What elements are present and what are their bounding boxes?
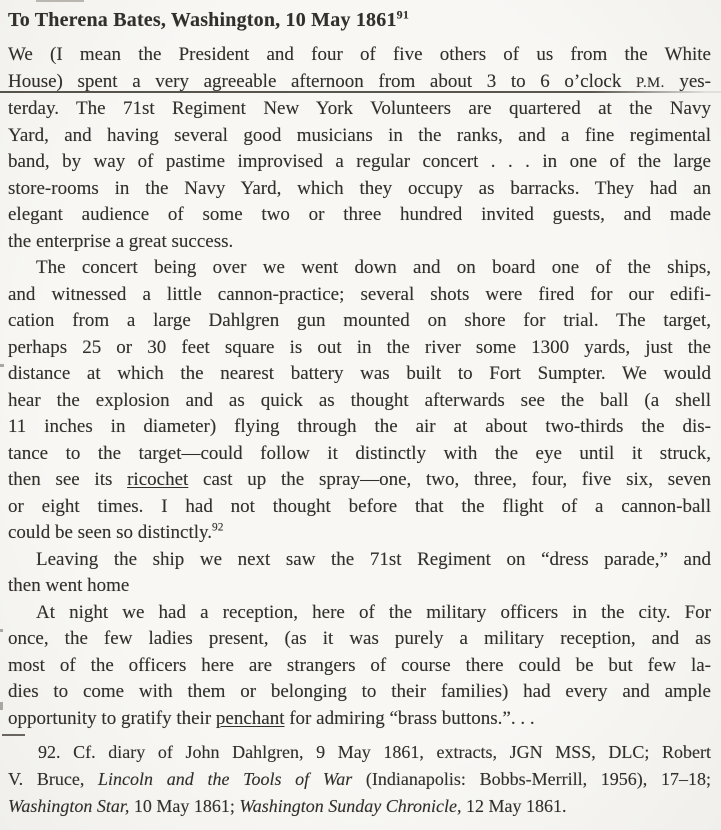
text-run: 12 May 1861. [461, 796, 567, 816]
text-line [8, 282, 711, 309]
scan-speck [0, 364, 4, 367]
paragraph [8, 255, 711, 547]
text-run: dies to come with them or belonging to their families) had every and ample [8, 681, 711, 702]
text-line [8, 414, 711, 441]
text-line [8, 739, 711, 766]
paragraph [8, 547, 711, 600]
footnote-reference: 91 [396, 7, 410, 22]
text-run: terday. The 71st Regiment New York Volunteers are quartered at the Navy [8, 98, 711, 119]
text-run: distance at which the nearest battery was built to Fort Sumpter. We would [8, 363, 711, 384]
scan-artifact-line [0, 91, 721, 93]
text-run: The concert being over we went down and on board one of the ships, [36, 257, 711, 278]
text-run: yes- [664, 70, 711, 92]
text-line [8, 793, 711, 820]
text-run: most of the officers here are strangers of course there could be but few la- [8, 654, 711, 676]
paragraph [8, 600, 711, 733]
italic-text: Washington Star, [8, 796, 130, 816]
text-run: then went home [8, 575, 130, 596]
text-line [8, 547, 711, 574]
text-line [8, 520, 711, 547]
text-run: then see its [8, 469, 128, 490]
text-line [8, 679, 711, 706]
text-run: tance to the target—could follow it distinctly with the eye until it struck, [8, 442, 711, 464]
text-run: V. Bruce, [8, 769, 99, 789]
text-line [8, 229, 711, 256]
text-line [8, 573, 711, 600]
text-run: once, the few ladies present, (as it was purely a military reception, and as [8, 628, 711, 649]
text-line [8, 600, 711, 627]
text-line [8, 653, 711, 680]
text-line [8, 255, 711, 282]
text-run: hear the explosion and as quick as thought afterwards see the ball (a shell [8, 389, 711, 411]
text-line [8, 467, 711, 494]
text-run: elegant audience of some two or three hundred invited guests, and made [8, 204, 711, 225]
text-run: cation from a large Dahlgren gun mounted on shore for trial. The target, [8, 310, 711, 331]
text-run: 10 May 1861; [129, 796, 240, 816]
text-line [8, 308, 711, 335]
text-run: perhaps 25 or 30 feet square is out in the river some 1300 yards, just the [8, 336, 711, 358]
text-line [8, 388, 711, 415]
text-run: cast up the spray—one, two, three, four, five six, seven [188, 469, 711, 490]
text-line [8, 766, 711, 793]
text-line [8, 149, 711, 176]
text-line [8, 202, 711, 229]
text-run: (Indianapolis: Bobbs-Merrill, 1956), 17–18; [352, 769, 711, 789]
letter-body [8, 42, 711, 732]
paragraph [8, 42, 711, 255]
letter-heading [8, 6, 711, 34]
text-run: House) spent a very agreeable afternoon from about 3 to 6 o’clock [8, 70, 636, 92]
text-line [8, 706, 711, 733]
text-run: Leaving the ship we next saw the 71st Regiment on “dress parade,” and [36, 548, 711, 570]
text-line [8, 96, 711, 123]
text-line [8, 361, 711, 388]
text-run: could be seen so distinctly. [8, 522, 213, 543]
text-run: At night we had a reception, here of the military officers in the city. For [36, 601, 711, 623]
text-line [8, 626, 711, 653]
text-run: We (I mean the President and four of five others of us from the White [8, 44, 711, 65]
footnote [8, 739, 711, 820]
text-run: store-rooms in the Navy Yard, which they occupy as barracks. They had an [8, 177, 711, 199]
text-run: Yard, and having several good musicians in the ranks, and a fine regimental [8, 124, 711, 146]
scan-speck [0, 702, 3, 710]
text-run: for admiring “brass buttons.”. . . [284, 707, 535, 729]
text-line [8, 494, 711, 521]
letter-heading-text: To Therena Bates, Washington, 10 May 1861 [8, 9, 397, 31]
scan-speck [0, 629, 3, 632]
text-line [8, 123, 711, 150]
text-run: the enterprise a great success. [8, 230, 234, 252]
scan-smudge-artifact [36, 0, 84, 2]
small-caps-text: P.M. [635, 74, 665, 91]
text-run: opportunity to gratify their [8, 707, 216, 729]
paragraph [8, 739, 711, 820]
text-run: and witnessed a little cannon-practice; several shots were fired for our edifi- [8, 283, 711, 305]
text-line [8, 42, 711, 69]
footnote-reference: 92 [212, 521, 224, 534]
text-run: band, by way of pastime improvised a regular concert . . . in one of the large [8, 151, 711, 172]
text-run: 92. Cf. diary of John Dahlgren, 9 May 1861, extracts, JGN MSS, DLC; Robert [38, 742, 711, 762]
underlined-text: ricochet [127, 469, 189, 490]
underlined-text: penchant [215, 707, 285, 729]
text-line [8, 176, 711, 203]
text-run: or eight times. I had not thought before that the flight of a cannon-ball [8, 495, 711, 517]
footnote-separator [2, 734, 25, 736]
text-line [8, 441, 711, 468]
text-run: 11 inches in diameter) flying through the air at about two-thirds the dis- [8, 416, 711, 437]
italic-text: Lincoln and the Tools of War [98, 769, 353, 789]
italic-text: Washington Sunday Chronicle, [239, 796, 462, 816]
text-line [8, 335, 711, 362]
